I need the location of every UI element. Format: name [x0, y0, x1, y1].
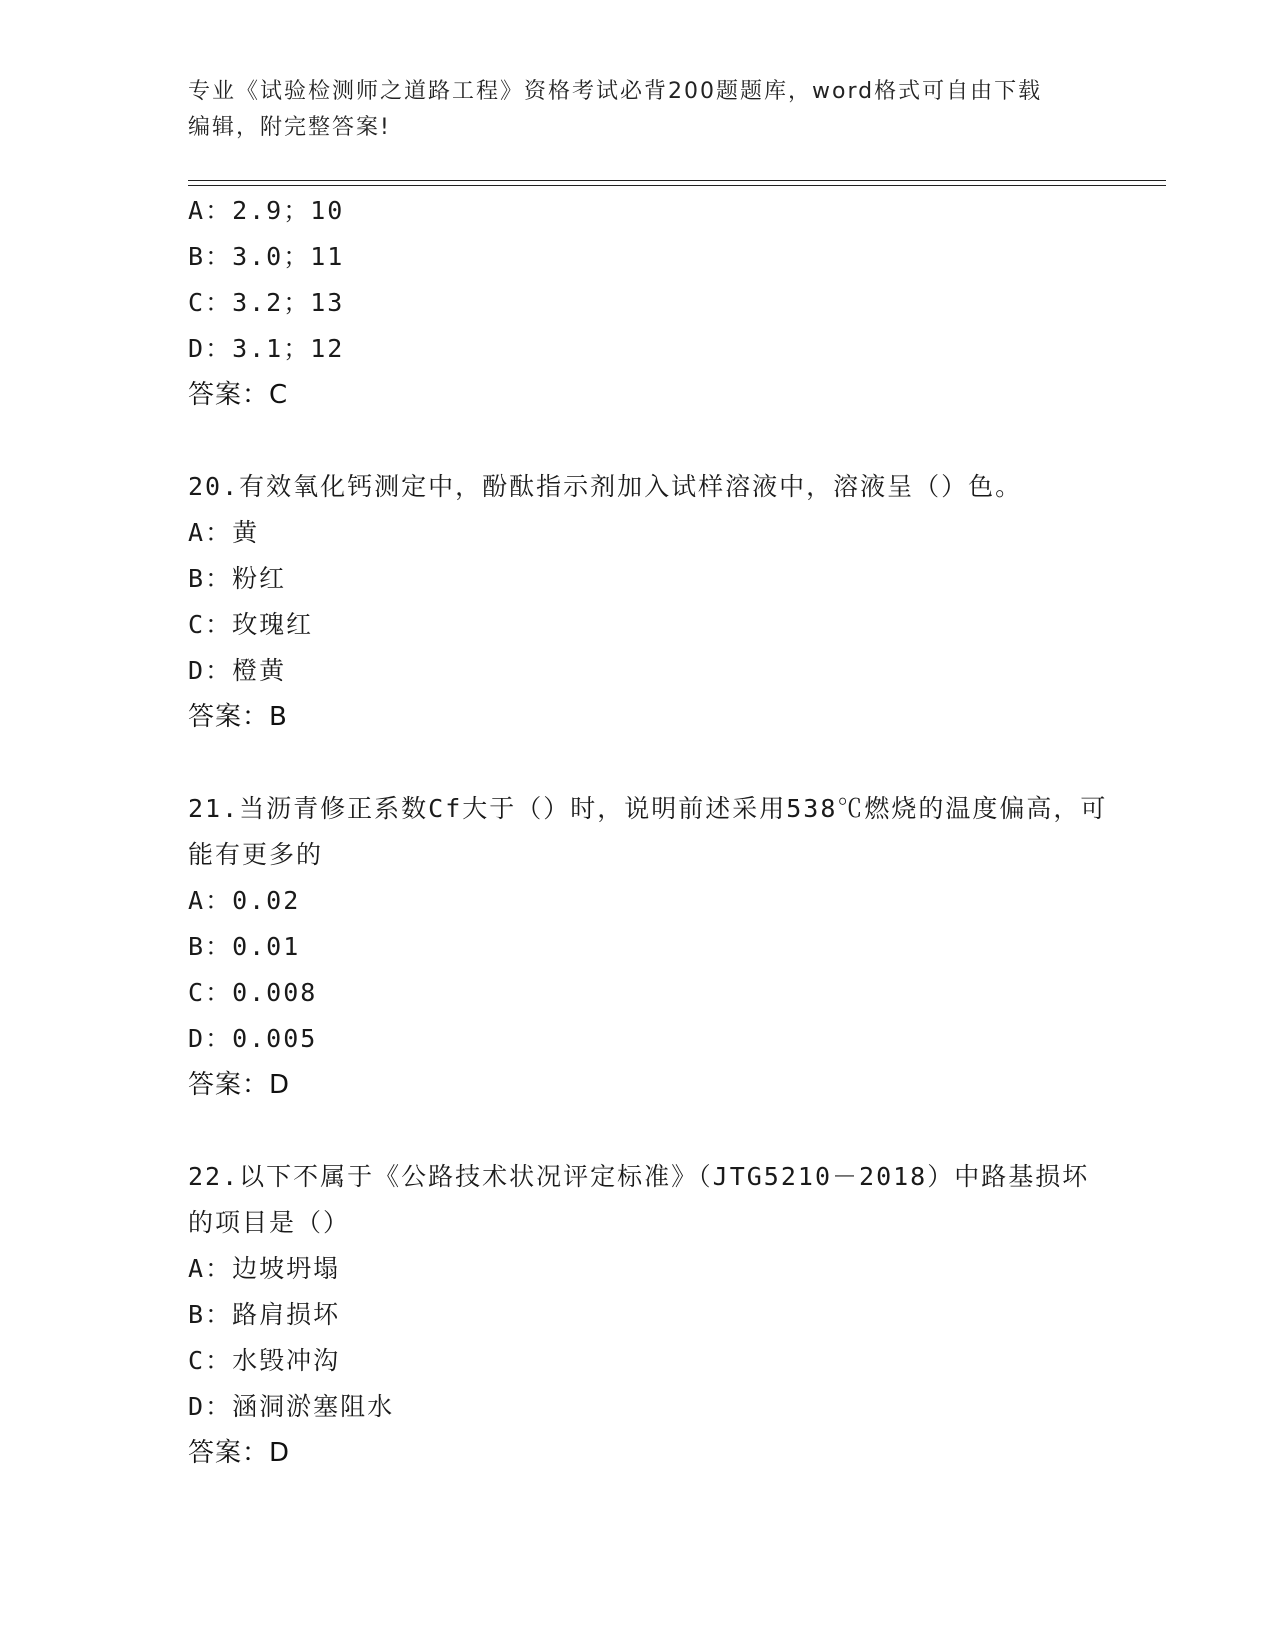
option-d: D：涵洞淤塞阻水: [188, 1392, 395, 1421]
question-20: [188, 464, 1188, 740]
option-d: D：0.005: [188, 1024, 318, 1053]
question-22: [188, 1154, 1188, 1476]
answer: 答案：B: [188, 702, 288, 732]
answer: 答案：C: [188, 380, 289, 410]
option-c: C：0.008: [188, 978, 318, 1007]
option-b: B：粉红: [188, 564, 287, 593]
question-text: 21.当沥青修正系数Cf大于（）时，说明前述采用538℃燃烧的温度偏高，可能有更多的: [188, 794, 1108, 869]
option-a: A：边坡坍塌: [188, 1254, 341, 1283]
question-19-continued: [188, 188, 1188, 418]
option-b: B：3.0；11: [188, 242, 345, 271]
option-a: A：0.02: [188, 886, 301, 915]
option-a: A：2.9；10: [188, 196, 345, 225]
question-text: 22.以下不属于《公路技术状况评定标准》（JTG5210－2018）中路基损坏的项目是（）: [188, 1162, 1090, 1237]
option-d: D：橙黄: [188, 656, 287, 685]
question-text: 20.有效氧化钙测定中，酚酞指示剂加入试样溶液中，溶液呈（）色。: [188, 472, 1023, 501]
answer: 答案：D: [188, 1438, 291, 1468]
header-line-2: 编辑，附完整答案!: [188, 115, 391, 140]
question-list: [188, 188, 1188, 1476]
header-divider-bottom: [188, 185, 1166, 186]
answer: 答案：D: [188, 1070, 291, 1100]
question-21: [188, 786, 1188, 1108]
option-c: C：水毁冲沟: [188, 1346, 341, 1375]
option-c: C：玫瑰红: [188, 610, 314, 639]
option-a: A：黄: [188, 518, 260, 547]
option-b: B：0.01: [188, 932, 301, 961]
header-line-1: 专业《试验检测师之道路工程》资格考试必背200题题库，word格式可自由下载: [188, 79, 1043, 104]
document-header: [188, 74, 1088, 146]
option-d: D：3.1；12: [188, 334, 345, 363]
option-b: B：路肩损坏: [188, 1300, 341, 1329]
option-c: C：3.2；13: [188, 288, 345, 317]
header-divider-top: [188, 180, 1166, 181]
